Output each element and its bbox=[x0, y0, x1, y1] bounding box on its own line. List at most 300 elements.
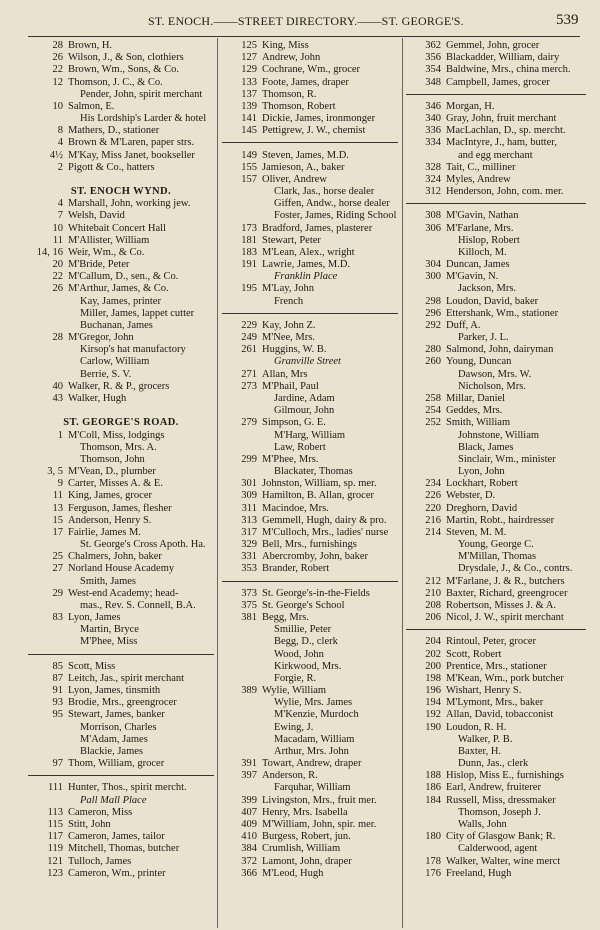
directory-entry bbox=[222, 527, 398, 539]
directory-entry bbox=[406, 831, 586, 843]
resident-name: Mitchell, Thomas, butcher bbox=[68, 843, 180, 855]
house-number: 9 bbox=[57, 478, 63, 490]
resident-name: Cameron, Wm., printer bbox=[68, 867, 166, 879]
house-number: 145 bbox=[241, 125, 257, 137]
resident-name: Smith, James bbox=[80, 575, 137, 587]
directory-entry bbox=[222, 381, 398, 393]
directory-entry bbox=[406, 40, 586, 52]
resident-name: M'Lay, John bbox=[262, 283, 314, 295]
directory-entry bbox=[28, 235, 214, 247]
house-number: 354 bbox=[425, 64, 441, 76]
resident-name: Gemmel, John, grocer bbox=[446, 40, 540, 51]
place-subheading bbox=[28, 795, 214, 807]
directory-entry bbox=[406, 576, 586, 588]
house-number: 208 bbox=[425, 599, 441, 611]
directory-entry bbox=[222, 64, 398, 76]
house-number: 229 bbox=[241, 319, 257, 331]
resident-name: Brown & M'Laren, paper strs. bbox=[68, 137, 195, 149]
resident-name: Buchanan, James bbox=[80, 319, 153, 331]
resident-name: Simpson, G. E. bbox=[262, 417, 326, 429]
resident-name: Stitt, John bbox=[68, 819, 111, 830]
resident-name: King, Miss bbox=[262, 40, 309, 51]
resident-name: Dunn, Jas., clerk bbox=[458, 758, 529, 770]
house-number: 13 bbox=[52, 502, 63, 514]
house-number: 198 bbox=[425, 672, 441, 684]
resident-name: Kay, James, printer bbox=[80, 295, 161, 307]
house-number: 372 bbox=[241, 855, 257, 867]
resident-name: Thomson, J. C., & Co. bbox=[68, 76, 163, 88]
directory-entry bbox=[222, 259, 398, 271]
resident-name: MacIntyre, J., ham, butter, bbox=[446, 137, 557, 149]
house-number: 40 bbox=[52, 380, 63, 392]
resident-name: Weir, Wm., & Co. bbox=[68, 246, 145, 258]
house-number: 234 bbox=[425, 478, 441, 490]
house-number: 7 bbox=[57, 210, 63, 222]
directory-entry bbox=[222, 466, 398, 478]
resident-name: Marshall, John, working jew. bbox=[68, 198, 191, 210]
directory-entry bbox=[406, 405, 586, 417]
house-number: 83 bbox=[52, 612, 63, 624]
resident-name: St. George's-in-the-Fields bbox=[262, 587, 370, 599]
resident-name: Brown, Wm., Sons, & Co. bbox=[68, 64, 179, 76]
directory-entry bbox=[406, 490, 586, 502]
resident-name: Leitch, Jas., spirit merchant bbox=[68, 672, 185, 684]
house-number: 258 bbox=[425, 392, 441, 404]
directory-entry bbox=[406, 563, 586, 575]
directory-entry bbox=[222, 77, 398, 89]
directory-entry bbox=[222, 320, 398, 332]
resident-name: Duff, A. bbox=[446, 319, 481, 331]
resident-name: Forgie, R. bbox=[274, 672, 317, 684]
resident-name: Hunter, Thos., spirit mercht. bbox=[68, 782, 187, 794]
house-number: 184 bbox=[425, 794, 441, 806]
house-number: 381 bbox=[241, 612, 257, 624]
resident-name: M'Phail, Paul bbox=[262, 380, 319, 392]
directory-entry bbox=[222, 405, 398, 417]
directory-entry bbox=[222, 636, 398, 648]
directory-entry bbox=[28, 113, 214, 125]
resident-name: Calderwood, agent bbox=[458, 843, 538, 855]
directory-entry bbox=[406, 539, 586, 551]
resident-name: Andrew, John bbox=[262, 52, 321, 64]
resident-name: M'Leod, Hugh bbox=[262, 867, 324, 879]
directory-entry bbox=[222, 490, 398, 502]
directory-entry bbox=[406, 417, 586, 429]
house-number: 133 bbox=[241, 76, 257, 88]
house-number: 12 bbox=[52, 76, 63, 88]
spacer bbox=[28, 174, 214, 186]
directory-entry bbox=[406, 283, 586, 295]
directory-entry bbox=[222, 612, 398, 624]
resident-name: Begg, D., clerk bbox=[274, 636, 338, 648]
resident-name: M'Kenzie, Murdoch bbox=[274, 709, 359, 721]
resident-name: Kirkwood, Mrs. bbox=[274, 660, 342, 672]
directory-entry bbox=[406, 259, 586, 271]
resident-name: Clark, Jas., horse dealer bbox=[274, 186, 375, 198]
directory-entry bbox=[28, 223, 214, 235]
house-number: 121 bbox=[47, 855, 63, 867]
house-number: 309 bbox=[241, 490, 257, 502]
resident-name: Blackie, James bbox=[80, 745, 143, 757]
house-number: 304 bbox=[425, 259, 441, 271]
directory-entry bbox=[406, 782, 586, 794]
house-number: 43 bbox=[52, 392, 63, 404]
directory-entry bbox=[406, 247, 586, 259]
directory-entry bbox=[28, 77, 214, 89]
house-number: 192 bbox=[425, 709, 441, 721]
directory-entry bbox=[406, 210, 586, 222]
house-number: 28 bbox=[52, 40, 63, 51]
resident-name: Hislop, Miss E., furnishings bbox=[446, 770, 564, 782]
house-number: 409 bbox=[241, 819, 257, 830]
directory-entry bbox=[406, 673, 586, 685]
directory-entry bbox=[222, 758, 398, 770]
place-name: Pall Mall Place bbox=[80, 794, 147, 806]
resident-name: Blackadder, William, dairy bbox=[446, 52, 560, 64]
directory-entry bbox=[406, 235, 586, 247]
house-number: 331 bbox=[241, 551, 257, 563]
resident-name: Foster, James, Riding School bbox=[274, 210, 397, 222]
resident-name: Martin, Robt., hairdresser bbox=[446, 514, 555, 526]
house-number: 212 bbox=[425, 575, 441, 587]
resident-name: Loudon, R. H. bbox=[446, 721, 507, 733]
house-number: 216 bbox=[425, 514, 441, 526]
place-subheading bbox=[222, 271, 398, 283]
directory-entry bbox=[28, 52, 214, 64]
directory-entry bbox=[406, 466, 586, 478]
house-number: 93 bbox=[52, 697, 63, 709]
house-number: 127 bbox=[241, 52, 257, 64]
house-number: 279 bbox=[241, 417, 257, 429]
house-number: 4 bbox=[57, 137, 63, 149]
resident-name: Baxter, H. bbox=[458, 745, 502, 757]
resident-name: Johnston, William, sp. mer. bbox=[262, 478, 377, 490]
house-number: 28 bbox=[52, 332, 63, 344]
house-number: 362 bbox=[425, 40, 441, 51]
resident-name: Bell, Mrs., furnishings bbox=[262, 539, 357, 551]
resident-name: Cochrane, Wm., grocer bbox=[262, 64, 361, 76]
house-number: 407 bbox=[241, 806, 257, 818]
resident-name: Thomson, Mrs. A. bbox=[80, 441, 157, 453]
house-number: 139 bbox=[241, 100, 257, 112]
directory-entry bbox=[406, 332, 586, 344]
resident-name: and egg merchant bbox=[458, 149, 533, 161]
directory-entry bbox=[28, 442, 214, 454]
directory-entry bbox=[28, 356, 214, 368]
directory-entry bbox=[222, 709, 398, 721]
house-number: 22 bbox=[52, 271, 63, 283]
house-number: 356 bbox=[425, 52, 441, 64]
directory-entry bbox=[222, 624, 398, 636]
resident-name: Ferguson, James, flesher bbox=[68, 502, 172, 514]
house-number: 200 bbox=[425, 660, 441, 672]
resident-name: Campbell, James, grocer bbox=[446, 76, 550, 88]
directory-entry bbox=[406, 734, 586, 746]
resident-name: Walls, John bbox=[458, 819, 507, 830]
directory-entry bbox=[406, 746, 586, 758]
resident-name: Duncan, James bbox=[446, 259, 510, 271]
directory-entry bbox=[222, 283, 398, 295]
directory-entry bbox=[406, 588, 586, 600]
resident-name: Russell, Miss, dressmaker bbox=[446, 794, 556, 806]
house-number: 181 bbox=[241, 234, 257, 246]
house-number: 340 bbox=[425, 113, 441, 125]
directory-entry bbox=[222, 551, 398, 563]
house-number: 8 bbox=[57, 125, 63, 137]
running-title: ST. ENOCH.——STREET DIRECTORY.——ST. GEORGE'S. bbox=[148, 14, 464, 28]
directory-entry bbox=[28, 503, 214, 515]
house-number: 298 bbox=[425, 295, 441, 307]
house-number: 249 bbox=[241, 332, 257, 344]
resident-name: Towart, Andrew, draper bbox=[262, 758, 362, 770]
directory-entry bbox=[406, 843, 586, 855]
directory-entry bbox=[406, 868, 586, 880]
house-number: 399 bbox=[241, 794, 257, 806]
directory-entry bbox=[28, 551, 214, 563]
resident-name: Carter, Misses A. & E. bbox=[68, 478, 163, 490]
directory-entry bbox=[222, 101, 398, 113]
directory-entry bbox=[406, 77, 586, 89]
directory-entry bbox=[222, 454, 398, 466]
house-number: 214 bbox=[425, 526, 441, 538]
house-number: 254 bbox=[425, 405, 441, 417]
resident-name: M'Gavin, N. bbox=[446, 271, 499, 283]
house-number: 306 bbox=[425, 222, 441, 234]
directory-entry bbox=[222, 369, 398, 381]
section-divider bbox=[406, 624, 586, 636]
house-number: 176 bbox=[425, 867, 441, 879]
directory-entry bbox=[222, 673, 398, 685]
directory-entry bbox=[28, 247, 214, 259]
house-number: 157 bbox=[241, 173, 257, 185]
directory-entry bbox=[28, 381, 214, 393]
directory-entry bbox=[222, 430, 398, 442]
directory-entry bbox=[406, 758, 586, 770]
resident-name: West-end Academy; head- bbox=[68, 587, 179, 599]
house-number: 336 bbox=[425, 125, 441, 137]
resident-name: Myles, Andrew bbox=[446, 173, 511, 185]
resident-name: Smillie, Peter bbox=[274, 624, 332, 636]
house-number: 97 bbox=[52, 758, 63, 770]
house-number: 183 bbox=[241, 246, 257, 258]
directory-entry bbox=[28, 198, 214, 210]
house-number: 328 bbox=[425, 161, 441, 173]
house-number: 334 bbox=[425, 137, 441, 149]
directory-entry bbox=[28, 624, 214, 636]
house-number: 373 bbox=[241, 587, 257, 599]
house-number: 300 bbox=[425, 271, 441, 283]
directory-entry bbox=[222, 393, 398, 405]
directory-entry bbox=[406, 807, 586, 819]
directory-entry bbox=[28, 454, 214, 466]
resident-name: Berrie, S. V. bbox=[80, 368, 132, 380]
directory-entry bbox=[222, 868, 398, 880]
resident-name: Nicol, J. W., spirit merchant bbox=[446, 612, 564, 624]
resident-name: Gemmell, Hugh, dairy & pro. bbox=[262, 514, 387, 526]
directory-entry bbox=[28, 734, 214, 746]
directory-entry bbox=[222, 588, 398, 600]
house-number: 375 bbox=[241, 599, 257, 611]
directory-entry bbox=[28, 150, 214, 162]
directory-entry bbox=[28, 271, 214, 283]
resident-name: Wood, John bbox=[274, 648, 324, 660]
section-divider bbox=[222, 308, 398, 320]
resident-name: M'Gavin, Nathan bbox=[446, 210, 519, 222]
directory-column-2 bbox=[222, 40, 398, 880]
house-number: 190 bbox=[425, 721, 441, 733]
house-number: 119 bbox=[47, 843, 63, 855]
section-divider bbox=[28, 770, 214, 782]
house-number: 260 bbox=[425, 356, 441, 368]
resident-name: Thomson, John bbox=[80, 453, 145, 465]
directory-entry bbox=[28, 868, 214, 880]
resident-name: M'Millan, Thomas bbox=[458, 551, 537, 563]
house-number: 85 bbox=[52, 660, 63, 672]
house-number: 25 bbox=[52, 551, 63, 563]
house-number: 15 bbox=[52, 514, 63, 526]
house-number: 191 bbox=[241, 259, 257, 271]
house-number: 11 bbox=[52, 234, 63, 246]
resident-name: Brodie, Mrs., greengrocer bbox=[68, 697, 177, 709]
resident-name: Millar, Daniel bbox=[446, 392, 506, 404]
directory-entry bbox=[28, 393, 214, 405]
directory-entry bbox=[28, 490, 214, 502]
resident-name: M'Adam, James bbox=[80, 733, 148, 745]
directory-entry bbox=[406, 661, 586, 673]
section-divider bbox=[222, 137, 398, 149]
resident-name: M'Kean, Wm., pork butcher bbox=[446, 672, 564, 684]
resident-name: King, James, grocer bbox=[68, 490, 152, 502]
directory-entry bbox=[406, 162, 586, 174]
directory-entry bbox=[28, 320, 214, 332]
directory-entry bbox=[28, 819, 214, 831]
directory-entry bbox=[28, 283, 214, 295]
directory-entry bbox=[406, 52, 586, 64]
house-number: 312 bbox=[425, 186, 441, 198]
resident-name: Chalmers, John, baker bbox=[68, 551, 162, 563]
resident-name: Smith, William bbox=[446, 417, 511, 429]
directory-entry bbox=[28, 612, 214, 624]
house-number: 313 bbox=[241, 514, 257, 526]
directory-entry bbox=[222, 843, 398, 855]
resident-name: Stewart, Peter bbox=[262, 234, 321, 246]
resident-name: Thom, William, grocer bbox=[68, 758, 165, 770]
resident-name: Blackater, Thomas bbox=[274, 466, 353, 478]
resident-name: Brown, H. bbox=[68, 40, 113, 51]
directory-entry bbox=[406, 320, 586, 332]
directory-entry bbox=[406, 344, 586, 356]
directory-entry bbox=[406, 795, 586, 807]
house-number: 410 bbox=[241, 831, 257, 843]
house-number: 115 bbox=[47, 819, 63, 830]
directory-entry bbox=[406, 636, 586, 648]
resident-name: M'Farlane, Mrs. bbox=[446, 222, 514, 234]
house-number: 353 bbox=[241, 563, 257, 575]
directory-entry bbox=[222, 40, 398, 52]
resident-name: Giffen, Andw., horse dealer bbox=[274, 198, 390, 210]
house-number: 11 bbox=[52, 490, 63, 502]
resident-name: Wilson, J., & Son, clothiers bbox=[68, 52, 184, 64]
house-number: 155 bbox=[241, 161, 257, 173]
house-number: 329 bbox=[241, 539, 257, 551]
resident-name: Webster, D. bbox=[446, 490, 496, 502]
directory-entry bbox=[406, 709, 586, 721]
directory-entry bbox=[222, 223, 398, 235]
directory-entry bbox=[406, 64, 586, 76]
resident-name: Lyon, James bbox=[68, 612, 121, 624]
resident-name: Jardine, Adam bbox=[274, 392, 335, 404]
house-number: 26 bbox=[52, 52, 63, 64]
resident-name: Hislop, Robert bbox=[458, 234, 520, 246]
directory-entry bbox=[406, 527, 586, 539]
resident-name: Pender, John, spirit merchant bbox=[80, 88, 203, 100]
page-header bbox=[0, 10, 600, 34]
resident-name: Kirsop's hat manufactory bbox=[80, 344, 186, 356]
directory-entry bbox=[28, 369, 214, 381]
resident-name: Lockhart, Robert bbox=[446, 478, 518, 490]
resident-name: Law, Robert bbox=[274, 441, 326, 453]
house-number: 91 bbox=[52, 685, 63, 697]
street-heading-text: ST. GEORGE'S ROAD. bbox=[63, 417, 179, 429]
directory-entry bbox=[406, 430, 586, 442]
directory-entry bbox=[28, 831, 214, 843]
resident-name: Steven, M. M. bbox=[446, 526, 507, 538]
house-number: 202 bbox=[425, 648, 441, 660]
resident-name: Dawson, Mrs. W. bbox=[458, 368, 532, 380]
house-number: 10 bbox=[52, 100, 63, 112]
directory-entry bbox=[222, 442, 398, 454]
resident-name: Lyon, John bbox=[458, 466, 505, 478]
house-number: 204 bbox=[425, 636, 441, 648]
resident-name: Baldwine, Mrs., china merch. bbox=[446, 64, 571, 76]
resident-name: MacLachlan, D., sp. mercht. bbox=[446, 125, 566, 137]
resident-name: Earl, Andrew, fruiterer bbox=[446, 782, 541, 794]
section-divider bbox=[406, 89, 586, 101]
directory-entry bbox=[222, 807, 398, 819]
directory-entry bbox=[222, 649, 398, 661]
house-number: 22 bbox=[52, 64, 63, 76]
resident-name: Kay, John Z. bbox=[262, 319, 316, 331]
resident-name: Pettigrew, J. W., chemist bbox=[262, 125, 366, 137]
resident-name: Anderson, R. bbox=[262, 770, 318, 782]
directory-entry bbox=[222, 210, 398, 222]
directory-entry bbox=[222, 89, 398, 101]
directory-entry bbox=[28, 89, 214, 101]
directory-entry bbox=[222, 296, 398, 308]
house-number: 123 bbox=[47, 867, 63, 879]
directory-entry bbox=[222, 417, 398, 429]
resident-name: M'Bride, Peter bbox=[68, 259, 130, 271]
directory-entry bbox=[222, 856, 398, 868]
directory-entry bbox=[28, 661, 214, 673]
house-number: 391 bbox=[241, 758, 257, 770]
directory-entry bbox=[406, 856, 586, 868]
resident-name: Wylie, William bbox=[262, 685, 327, 697]
directory-entry bbox=[406, 454, 586, 466]
resident-name: M'Vean, D., plumber bbox=[68, 466, 156, 478]
directory-entry bbox=[28, 137, 214, 149]
directory-entry bbox=[28, 588, 214, 600]
house-number: 4½ bbox=[49, 149, 63, 161]
directory-entry bbox=[222, 52, 398, 64]
column-divider bbox=[402, 38, 403, 928]
house-number: 27 bbox=[52, 563, 63, 575]
resident-name: Wishart, Henry S. bbox=[446, 685, 522, 697]
directory-entry bbox=[406, 150, 586, 162]
directory-entry bbox=[222, 722, 398, 734]
section-divider bbox=[406, 198, 586, 210]
resident-name: Freeland, Hugh bbox=[446, 867, 512, 879]
